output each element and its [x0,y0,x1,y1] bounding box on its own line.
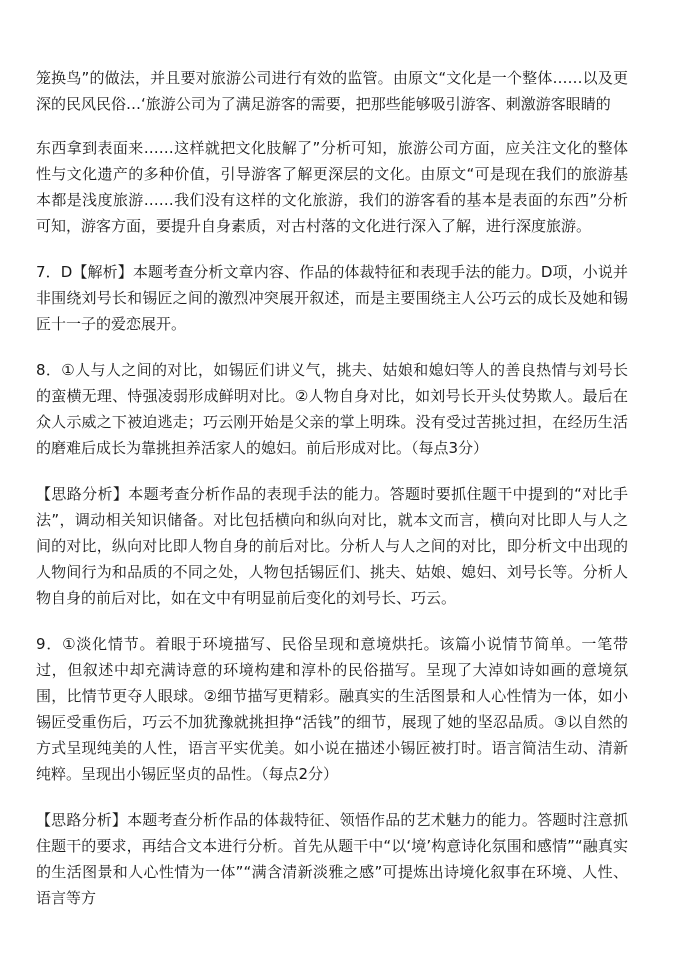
answer-7: 7．D【解析】本题考查分析文章内容、作品的体裁特征和表现手法的能力。D项，小说并非围绕刘号长和锡匠之间的激烈冲突展开叙述，而是主要围绕主人公巧云的成长及她和锡匠十一子的爱恋展开。 [36,263,628,333]
analysis-9: 【思路分析】本题考查分析作品的体裁特征、领悟作品的艺术魅力的能力。答题时注意抓住题干的要求，再结合文本进行分析。首先从题干中“以‘境’构意诗化氛围和感情”“融真实的生活图景和人心性情为一体”“满含清新淡雅之感”可提炼出诗境化叙事在环境、人性、语言等方 [36,811,628,907]
answer-8: 8．①人与人之间的对比，如锡匠们讲义气，挑夫、姑娘和媳妇等人的善良热情与刘号长的蛮横无理、恃强凌弱形成鲜明对比。②人物自身对比，如刘号长开头仗势欺人。最后在众人示威之下被迫逃走；巧云刚开始是父亲的掌上明珠。没有受过苦挑过担，在经历生活的磨难后成长为靠挑担养活家人的媳妇。前后形成对比。（每点3分） [36,361,628,457]
paragraph-continuation-analysis: 东西拿到表面来……这样就把文化肢解了”分析可知，旅游公司方面，应关注文化的整体性与文化遗产的多种价值，引导游客了解更深层的文化。由原文“可是现在我们的旅游基本都是浅度旅游……我们没有这样的文化旅游，我们的游客看的基本是表面的东西”分析可知，游客方面，要提升自身素质，对古村落的文化进行深入了解，进行深度旅游。 [36,139,628,235]
analysis-8: 【思路分析】本题考查分析作品的表现手法的能力。答题时要抓住题干中提到的“对比手法”，调动相关知识储备。对比包括横向和纵向对比，就本文而言，横向对比即人与人之间的对比，纵向对比即人物自身的前后对比。分析人与人之间的对比，即分析文中出现的人物间行为和品质的不同之处，人物包括锡匠们、挑夫、姑娘、媳妇、刘号长等。分析人物自身的前后对比，如在文中有明显前后变化的刘号长、巧云。 [36,485,628,607]
paragraph-continuation-top: 笼换鸟”的做法，并且要对旅游公司进行有效的监管。由原文“文化是一个整体……以及更深的民风民俗…‘旅游公司为了满足游客的需要，把那些能够吸引游客、刺激游客眼睛的 [36,69,628,113]
answer-9: 9．①淡化情节。着眼于环境描写、民俗呈现和意境烘托。该篇小说情节简单。一笔带过，但叙述中却充满诗意的环境构建和淳朴的民俗描写。呈现了大淖如诗如画的意境氛围，比情节更夺人眼球。②细节描写更精彩。融真实的生活图景和人心性情为一体，如小锡匠受重伤后，巧云不加犹豫就挑担挣“活钱”的细节，展现了她的坚忍品质。③以自然的方式呈现纯美的人性，语言平实优美。如小说在描述小锡匠被打时。语言简洁生动、清新纯粹。呈现出小锡匠坚贞的品性。（每点2分） [36,635,628,783]
